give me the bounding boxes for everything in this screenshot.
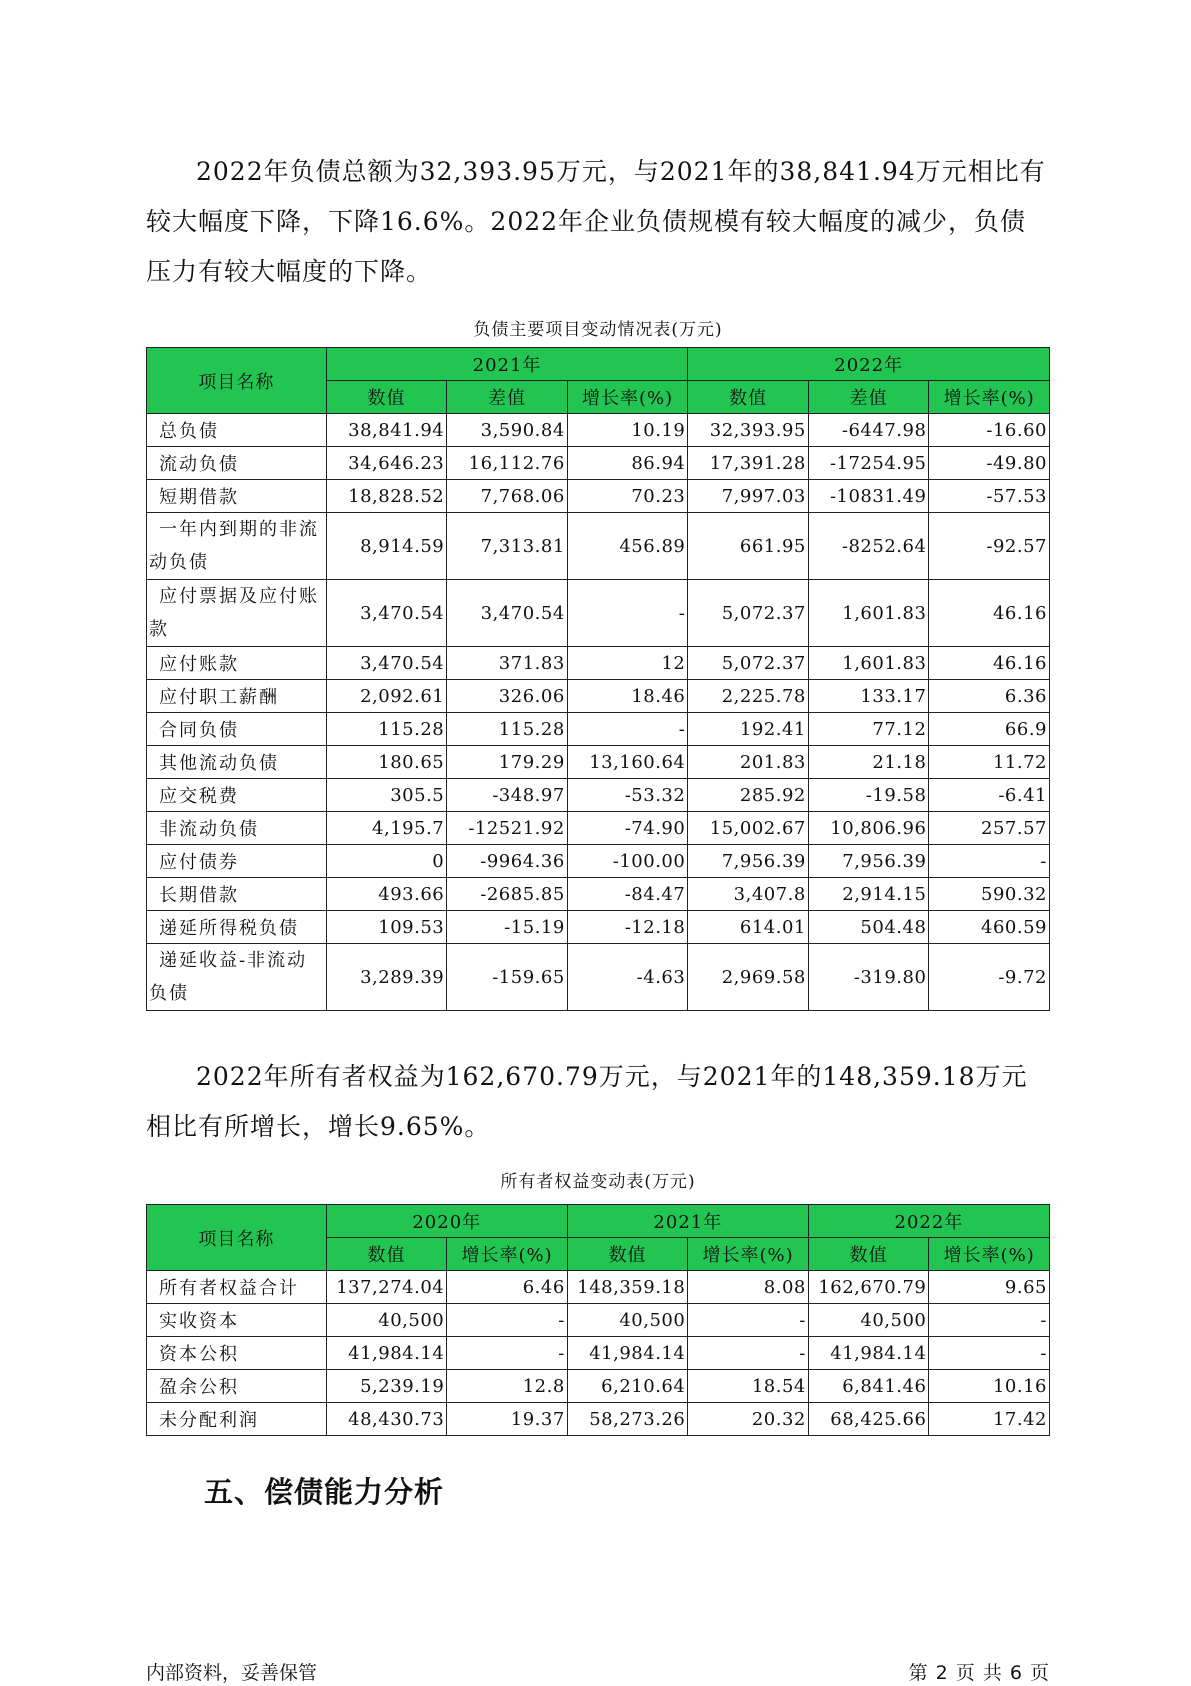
table-cell: 3,470.54 — [326, 647, 447, 680]
paragraph-equity-summary: 2022年所有者权益为162,670.79万元，与2021年的148,359.18万元相比有所增长，增长9.65%。 — [146, 1062, 1028, 1141]
row-label: 盈余公积 — [147, 1370, 327, 1403]
table-cell: 5,072.37 — [688, 580, 809, 647]
table-cell: 46.16 — [929, 647, 1050, 680]
row-label: 递延所得税负债 — [147, 911, 327, 944]
table-cell: 32,393.95 — [688, 414, 809, 447]
table-cell: 661.95 — [688, 513, 809, 580]
column-header-value: 数值 — [326, 1238, 447, 1271]
table-cell: 590.32 — [929, 878, 1050, 911]
row-label: 未分配利润 — [147, 1403, 327, 1436]
table-row — [147, 1271, 1050, 1304]
table-cell: 77.12 — [808, 713, 929, 746]
column-header-item-name: 项目名称 — [147, 348, 327, 414]
table-cell: 148,359.18 — [567, 1271, 688, 1304]
column-header-year: 2022年 — [808, 1205, 1049, 1238]
table-cell: 9.65 — [929, 1271, 1050, 1304]
table-row — [147, 480, 1050, 513]
table-cell: -17254.95 — [808, 447, 929, 480]
table-cell: 2,092.61 — [326, 680, 447, 713]
table-cell: 13,160.64 — [567, 746, 688, 779]
column-header-growth-rate: 增长率(%) — [929, 381, 1050, 414]
column-header-year: 2021年 — [326, 348, 688, 381]
table-cell: 201.83 — [688, 746, 809, 779]
table-cell: 460.59 — [929, 911, 1050, 944]
table-header-row — [147, 348, 1050, 381]
table-cell: -15.19 — [447, 911, 568, 944]
table-row — [147, 746, 1050, 779]
table-row — [147, 1304, 1050, 1337]
table-cell: 2,914.15 — [808, 878, 929, 911]
table-cell: 6,210.64 — [567, 1370, 688, 1403]
table-cell: 6.46 — [447, 1271, 568, 1304]
table-cell: 192.41 — [688, 713, 809, 746]
table-cell: - — [567, 580, 688, 647]
table-row — [147, 447, 1050, 480]
table-cell: 40,500 — [326, 1304, 447, 1337]
table-cell: 456.89 — [567, 513, 688, 580]
table-cell: - — [929, 845, 1050, 878]
table-cell: 3,470.54 — [326, 580, 447, 647]
table-cell: -74.90 — [567, 812, 688, 845]
table-cell: -6447.98 — [808, 414, 929, 447]
table-row — [147, 845, 1050, 878]
row-label: 应交税费 — [147, 779, 327, 812]
liabilities-change-table — [146, 347, 1050, 1011]
table-cell: -16.60 — [929, 414, 1050, 447]
row-label: 应付票据及应付账款 — [147, 580, 327, 647]
column-header-growth-rate: 增长率(%) — [447, 1238, 568, 1271]
table-cell: -319.80 — [808, 944, 929, 1011]
column-header-value: 数值 — [326, 381, 447, 414]
table-cell: 19.37 — [447, 1403, 568, 1436]
table-cell: 305.5 — [326, 779, 447, 812]
table-cell: - — [929, 1304, 1050, 1337]
table-cell: 18,828.52 — [326, 480, 447, 513]
table-cell: 16,112.76 — [447, 447, 568, 480]
table-cell: 7,956.39 — [688, 845, 809, 878]
table-cell: 21.18 — [808, 746, 929, 779]
table-row — [147, 1337, 1050, 1370]
table-cell: -57.53 — [929, 480, 1050, 513]
table-row — [147, 779, 1050, 812]
table-cell: 5,239.19 — [326, 1370, 447, 1403]
table-cell: 4,195.7 — [326, 812, 447, 845]
table-cell: -4.63 — [567, 944, 688, 1011]
table-cell: -348.97 — [447, 779, 568, 812]
table-cell: 0 — [326, 845, 447, 878]
column-header-growth-rate: 增长率(%) — [688, 1238, 809, 1271]
column-header-growth-rate: 增长率(%) — [929, 1238, 1050, 1271]
table-cell: - — [688, 1304, 809, 1337]
table-cell: 8.08 — [688, 1271, 809, 1304]
table-cell: -19.58 — [808, 779, 929, 812]
table-caption-equity: 所有者权益变动表(万元) — [500, 1172, 696, 1192]
paragraph-liabilities-summary: 2022年负债总额为32,393.95万元，与2021年的38,841.94万元相比有较大幅度下降，下降16.6%。2022年企业负债规模有较大幅度的减少，负债压力有较大幅度的下降。 — [146, 157, 1046, 286]
column-header-year: 2022年 — [688, 348, 1050, 381]
table-cell: 115.28 — [447, 713, 568, 746]
table-row — [147, 680, 1050, 713]
row-label: 递延收益-非流动负债 — [147, 944, 327, 1011]
table-cell: 1,601.83 — [808, 647, 929, 680]
table-cell: -10831.49 — [808, 480, 929, 513]
table-cell: 6.36 — [929, 680, 1050, 713]
column-header-growth-rate: 增长率(%) — [567, 381, 688, 414]
table-cell: 6,841.46 — [808, 1370, 929, 1403]
table-cell: - — [688, 1337, 809, 1370]
row-label: 其他流动负债 — [147, 746, 327, 779]
table-cell: 326.06 — [447, 680, 568, 713]
table-cell: 109.53 — [326, 911, 447, 944]
table-cell: -8252.64 — [808, 513, 929, 580]
row-label: 实收资本 — [147, 1304, 327, 1337]
row-label: 应付职工薪酬 — [147, 680, 327, 713]
table-cell: 614.01 — [688, 911, 809, 944]
column-header-value: 数值 — [688, 381, 809, 414]
table-cell: 5,072.37 — [688, 647, 809, 680]
table-row — [147, 1370, 1050, 1403]
table-cell: - — [447, 1304, 568, 1337]
table-row — [147, 812, 1050, 845]
footer-page-number: 第 2 页 共 6 页 — [908, 1662, 1050, 1684]
table-cell: 3,407.8 — [688, 878, 809, 911]
table-row — [147, 944, 1050, 1011]
row-label: 非流动负债 — [147, 812, 327, 845]
table-cell: 179.29 — [447, 746, 568, 779]
table-row — [147, 1403, 1050, 1436]
row-label: 应付债券 — [147, 845, 327, 878]
row-label: 一年内到期的非流动负债 — [147, 513, 327, 580]
table-cell: -9964.36 — [447, 845, 568, 878]
table-cell: 41,984.14 — [326, 1337, 447, 1370]
table-cell: 115.28 — [326, 713, 447, 746]
table-cell: 3,590.84 — [447, 414, 568, 447]
table-cell: 12 — [567, 647, 688, 680]
table-row — [147, 647, 1050, 680]
table-cell: -84.47 — [567, 878, 688, 911]
table-cell: 493.66 — [326, 878, 447, 911]
table-cell: 7,956.39 — [808, 845, 929, 878]
table-cell: 7,997.03 — [688, 480, 809, 513]
row-label: 资本公积 — [147, 1337, 327, 1370]
table-cell: 504.48 — [808, 911, 929, 944]
table-cell: 17.42 — [929, 1403, 1050, 1436]
table-row — [147, 713, 1050, 746]
table-cell: 40,500 — [567, 1304, 688, 1337]
equity-change-table — [146, 1204, 1050, 1436]
table-cell: 34,646.23 — [326, 447, 447, 480]
table-cell: 20.32 — [688, 1403, 809, 1436]
table-row — [147, 513, 1050, 580]
row-label: 应付账款 — [147, 647, 327, 680]
table-cell: 1,601.83 — [808, 580, 929, 647]
table-cell: -12.18 — [567, 911, 688, 944]
table-caption-liabilities: 负债主要项目变动情况表(万元) — [473, 320, 723, 340]
column-header-year: 2020年 — [326, 1205, 567, 1238]
table-cell: 86.94 — [567, 447, 688, 480]
row-label: 短期借款 — [147, 480, 327, 513]
table-cell: 41,984.14 — [567, 1337, 688, 1370]
table-cell: - — [567, 713, 688, 746]
table-cell: - — [929, 1337, 1050, 1370]
column-header-difference: 差值 — [808, 381, 929, 414]
column-header-value: 数值 — [567, 1238, 688, 1271]
table-cell: - — [447, 1337, 568, 1370]
table-cell: -53.32 — [567, 779, 688, 812]
table-cell: 66.9 — [929, 713, 1050, 746]
table-cell: 46.16 — [929, 580, 1050, 647]
table-cell: 133.17 — [808, 680, 929, 713]
table-cell: 10.16 — [929, 1370, 1050, 1403]
table-cell: 162,670.79 — [808, 1271, 929, 1304]
table-row — [147, 580, 1050, 647]
table-cell: -2685.85 — [447, 878, 568, 911]
table-cell: 7,768.06 — [447, 480, 568, 513]
table-cell: 48,430.73 — [326, 1403, 447, 1436]
table-cell: 8,914.59 — [326, 513, 447, 580]
table-cell: 70.23 — [567, 480, 688, 513]
table-cell: -49.80 — [929, 447, 1050, 480]
table-cell: 10.19 — [567, 414, 688, 447]
table-cell: 7,313.81 — [447, 513, 568, 580]
table-cell: 11.72 — [929, 746, 1050, 779]
table-cell: 68,425.66 — [808, 1403, 929, 1436]
table-cell: 12.8 — [447, 1370, 568, 1403]
table-cell: 371.83 — [447, 647, 568, 680]
table-cell: 2,969.58 — [688, 944, 809, 1011]
table-header-row — [147, 1205, 1050, 1238]
table-cell: 58,273.26 — [567, 1403, 688, 1436]
column-header-difference: 差值 — [447, 381, 568, 414]
column-header-value: 数值 — [808, 1238, 929, 1271]
row-label: 所有者权益合计 — [147, 1271, 327, 1304]
table-cell: -159.65 — [447, 944, 568, 1011]
table-cell: -100.00 — [567, 845, 688, 878]
table-cell: -92.57 — [929, 513, 1050, 580]
table-cell: 18.54 — [688, 1370, 809, 1403]
table-cell: 137,274.04 — [326, 1271, 447, 1304]
table-cell: 18.46 — [567, 680, 688, 713]
section-heading: 五、偿债能力分析 — [204, 1475, 445, 1509]
table-cell: 180.65 — [326, 746, 447, 779]
row-label: 长期借款 — [147, 878, 327, 911]
table-cell: -9.72 — [929, 944, 1050, 1011]
table-cell: -12521.92 — [447, 812, 568, 845]
table-row — [147, 911, 1050, 944]
table-cell: 10,806.96 — [808, 812, 929, 845]
row-label: 流动负债 — [147, 447, 327, 480]
table-cell: 3,289.39 — [326, 944, 447, 1011]
table-row — [147, 414, 1050, 447]
table-cell: 285.92 — [688, 779, 809, 812]
table-cell: 15,002.67 — [688, 812, 809, 845]
table-cell: 38,841.94 — [326, 414, 447, 447]
table-row — [147, 878, 1050, 911]
row-label: 合同负债 — [147, 713, 327, 746]
table-cell: 41,984.14 — [808, 1337, 929, 1370]
column-header-year: 2021年 — [567, 1205, 808, 1238]
column-header-item-name: 项目名称 — [147, 1205, 327, 1271]
table-cell: 2,225.78 — [688, 680, 809, 713]
table-cell: 40,500 — [808, 1304, 929, 1337]
table-cell: 257.57 — [929, 812, 1050, 845]
footer-confidential-note: 内部资料，妥善保管 — [146, 1662, 318, 1684]
table-cell: -6.41 — [929, 779, 1050, 812]
row-label: 总负债 — [147, 414, 327, 447]
table-cell: 3,470.54 — [447, 580, 568, 647]
table-cell: 17,391.28 — [688, 447, 809, 480]
